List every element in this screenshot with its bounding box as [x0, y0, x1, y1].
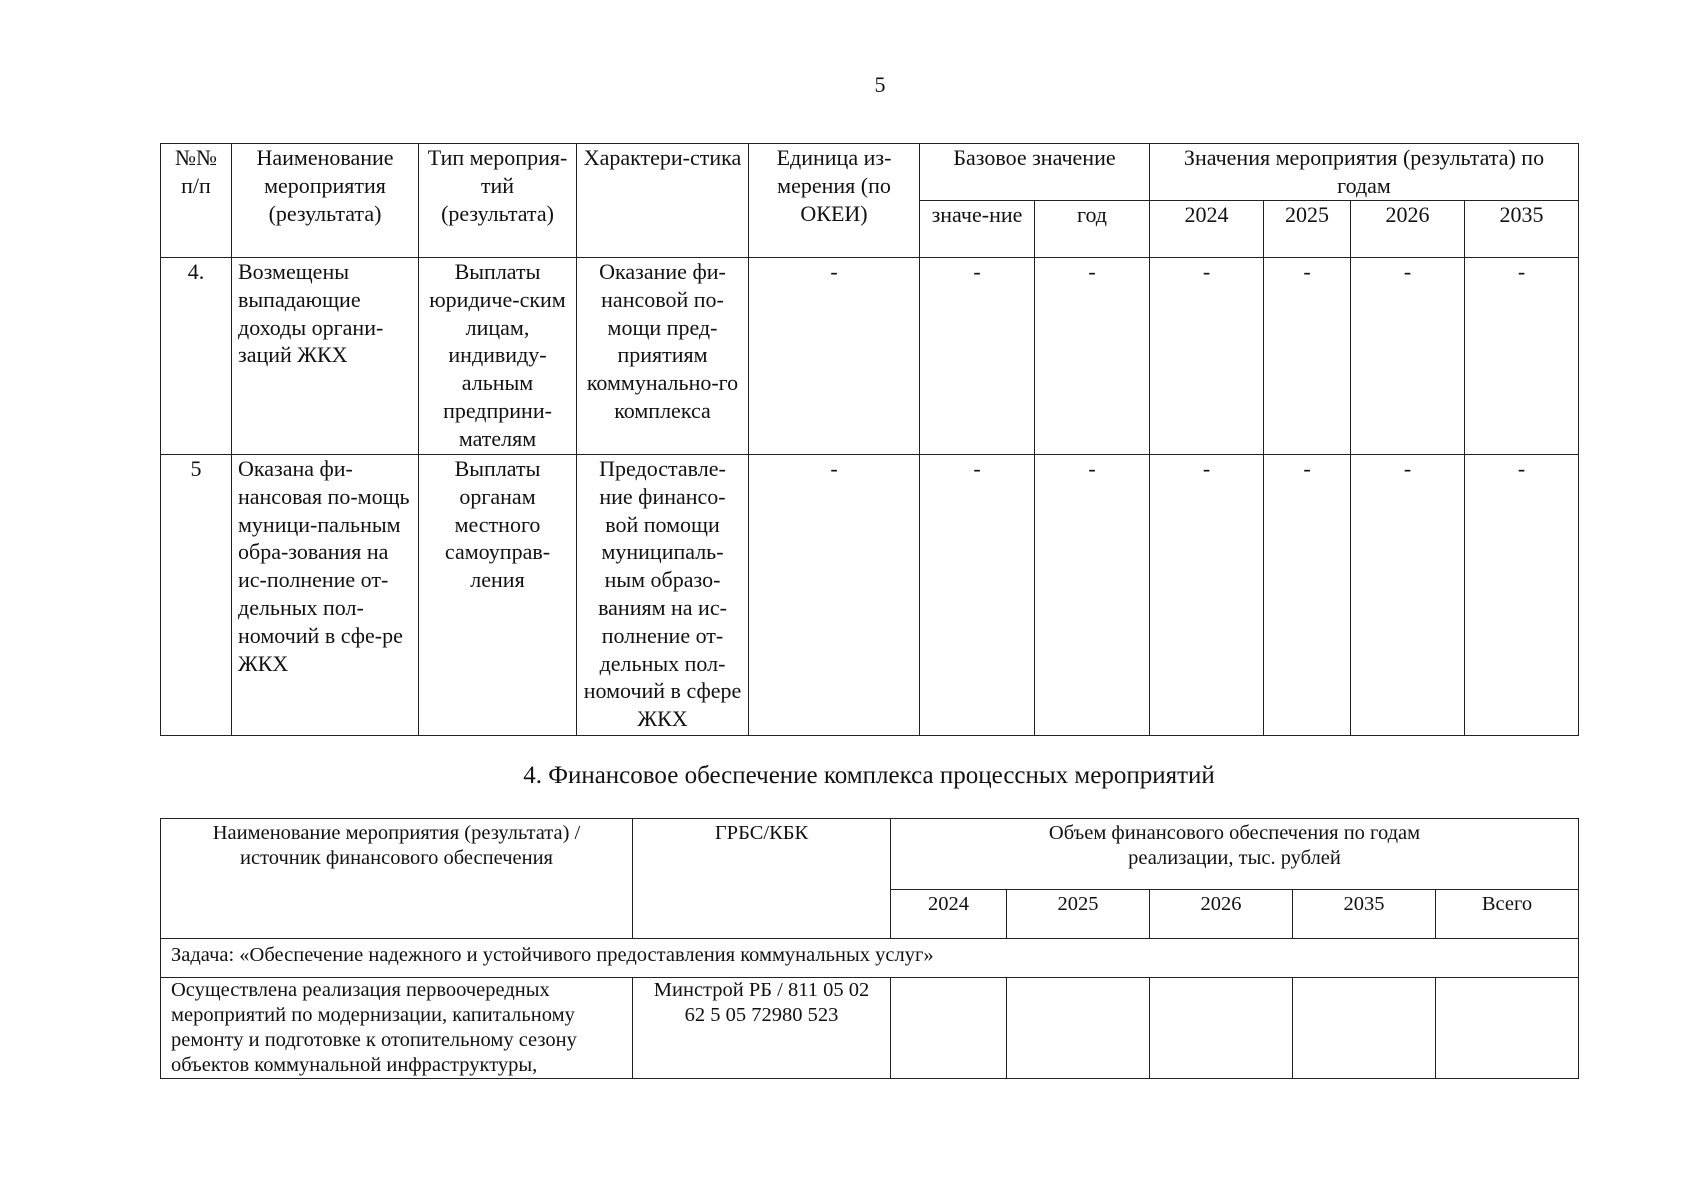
header-row [161, 144, 1579, 201]
row-number: 5 [161, 455, 232, 736]
col-header-year-2025: 2025 [1007, 890, 1150, 939]
row-value-2026: - [1351, 258, 1465, 455]
row-base-value: - [920, 455, 1035, 736]
col-header-volume: Объем финансового обеспечения по годам реализации, тыс. рублей [891, 819, 1579, 890]
row-base-value: - [920, 258, 1035, 455]
col-header-name: Наименование мероприятия (результата) / источник финансового обеспечения [161, 819, 633, 939]
section-title: 4. Финансовое обеспечение комплекса процессных мероприятий [523, 762, 1215, 789]
row-value-2025: - [1264, 455, 1351, 736]
row-unit: - [749, 455, 920, 736]
task-row [161, 939, 1579, 978]
row-value-2024: - [1150, 258, 1264, 455]
row-value-2026: - [1351, 455, 1465, 736]
row-value-2024: - [1150, 455, 1264, 736]
row-base-year: - [1035, 455, 1150, 736]
col-header-year-2035: 2035 [1293, 890, 1436, 939]
header-row [161, 819, 1579, 890]
row-value-2024 [891, 978, 1007, 1079]
col-header-total: Всего [1436, 890, 1579, 939]
row-value-2035: - [1465, 455, 1579, 736]
col-header-year-2025: 2025 [1264, 201, 1351, 258]
col-header-base: Базовое значение [920, 144, 1150, 201]
row-base-year: - [1035, 258, 1150, 455]
row-value-2035: - [1465, 258, 1579, 455]
col-header-year-2026: 2026 [1351, 201, 1465, 258]
col-header-base-value: значе-ние [920, 201, 1035, 258]
col-header-year-2026: 2026 [1150, 890, 1293, 939]
row-name: Возмещены выпадающие доходы органи-заций ЖКХ [232, 258, 419, 455]
row-value-2025 [1007, 978, 1150, 1079]
col-header-values: Значения мероприятия (результата) по годам [1150, 144, 1579, 201]
row-name: Оказана фи-нансовая по-мощь муници-пальным обра-зования на ис-полнение от-дельных пол-номочий в сфе-ре ЖКХ [232, 455, 419, 736]
col-header-base-year: год [1035, 201, 1150, 258]
row-value-2035 [1293, 978, 1436, 1079]
row-type: Выплаты юридиче-ским лицам, индивиду-альным предприни-мателям [419, 258, 577, 455]
row-grbs: Минстрой РБ / 811 05 02 62 5 05 72980 523 [633, 978, 891, 1079]
col-header-grbs: ГРБС/КБК [633, 819, 891, 939]
table-row [161, 258, 1579, 455]
row-type: Выплаты органам местного самоуправ-ления [419, 455, 577, 736]
task-text: Задача: «Обеспечение надежного и устойчивого предоставления коммунальных услуг» [161, 939, 1579, 978]
col-header-type: Тип мероприя-тий (результата) [419, 144, 577, 258]
row-number: 4. [161, 258, 232, 455]
row-characteristic: Предоставле-ние финансо-вой помощи муниципаль-ным образо-ваниям на ис-полнение от-дельных пол-номочий в сфере ЖКХ [577, 455, 749, 736]
col-header-year-2035: 2035 [1465, 201, 1579, 258]
col-header-characteristic: Характери-стика [577, 144, 749, 258]
col-header-year-2024: 2024 [1150, 201, 1264, 258]
row-name: Осуществлена реализация первоочередных мероприятий по модернизации, капитальному ремонту и подготовке к отопительному сезону объектов коммунальной инфраструктуры, [161, 978, 633, 1079]
row-value-2025: - [1264, 258, 1351, 455]
col-header-number: №№ п/п [161, 144, 232, 258]
col-header-year-2024: 2024 [891, 890, 1007, 939]
activities-results-table [160, 143, 1579, 736]
table-row [161, 455, 1579, 736]
row-unit: - [749, 258, 920, 455]
row-value-2026 [1150, 978, 1293, 1079]
table-row [161, 978, 1579, 1079]
col-header-name: Наименование мероприятия (результата) [232, 144, 419, 258]
page-number: 5 [874, 72, 886, 97]
financing-table [160, 818, 1579, 1079]
row-characteristic: Оказание фи-нансовой по-мощи пред-приятиям коммунально-го комплекса [577, 258, 749, 455]
col-header-unit: Единица из-мерения (по ОКЕИ) [749, 144, 920, 258]
row-total [1436, 978, 1579, 1079]
